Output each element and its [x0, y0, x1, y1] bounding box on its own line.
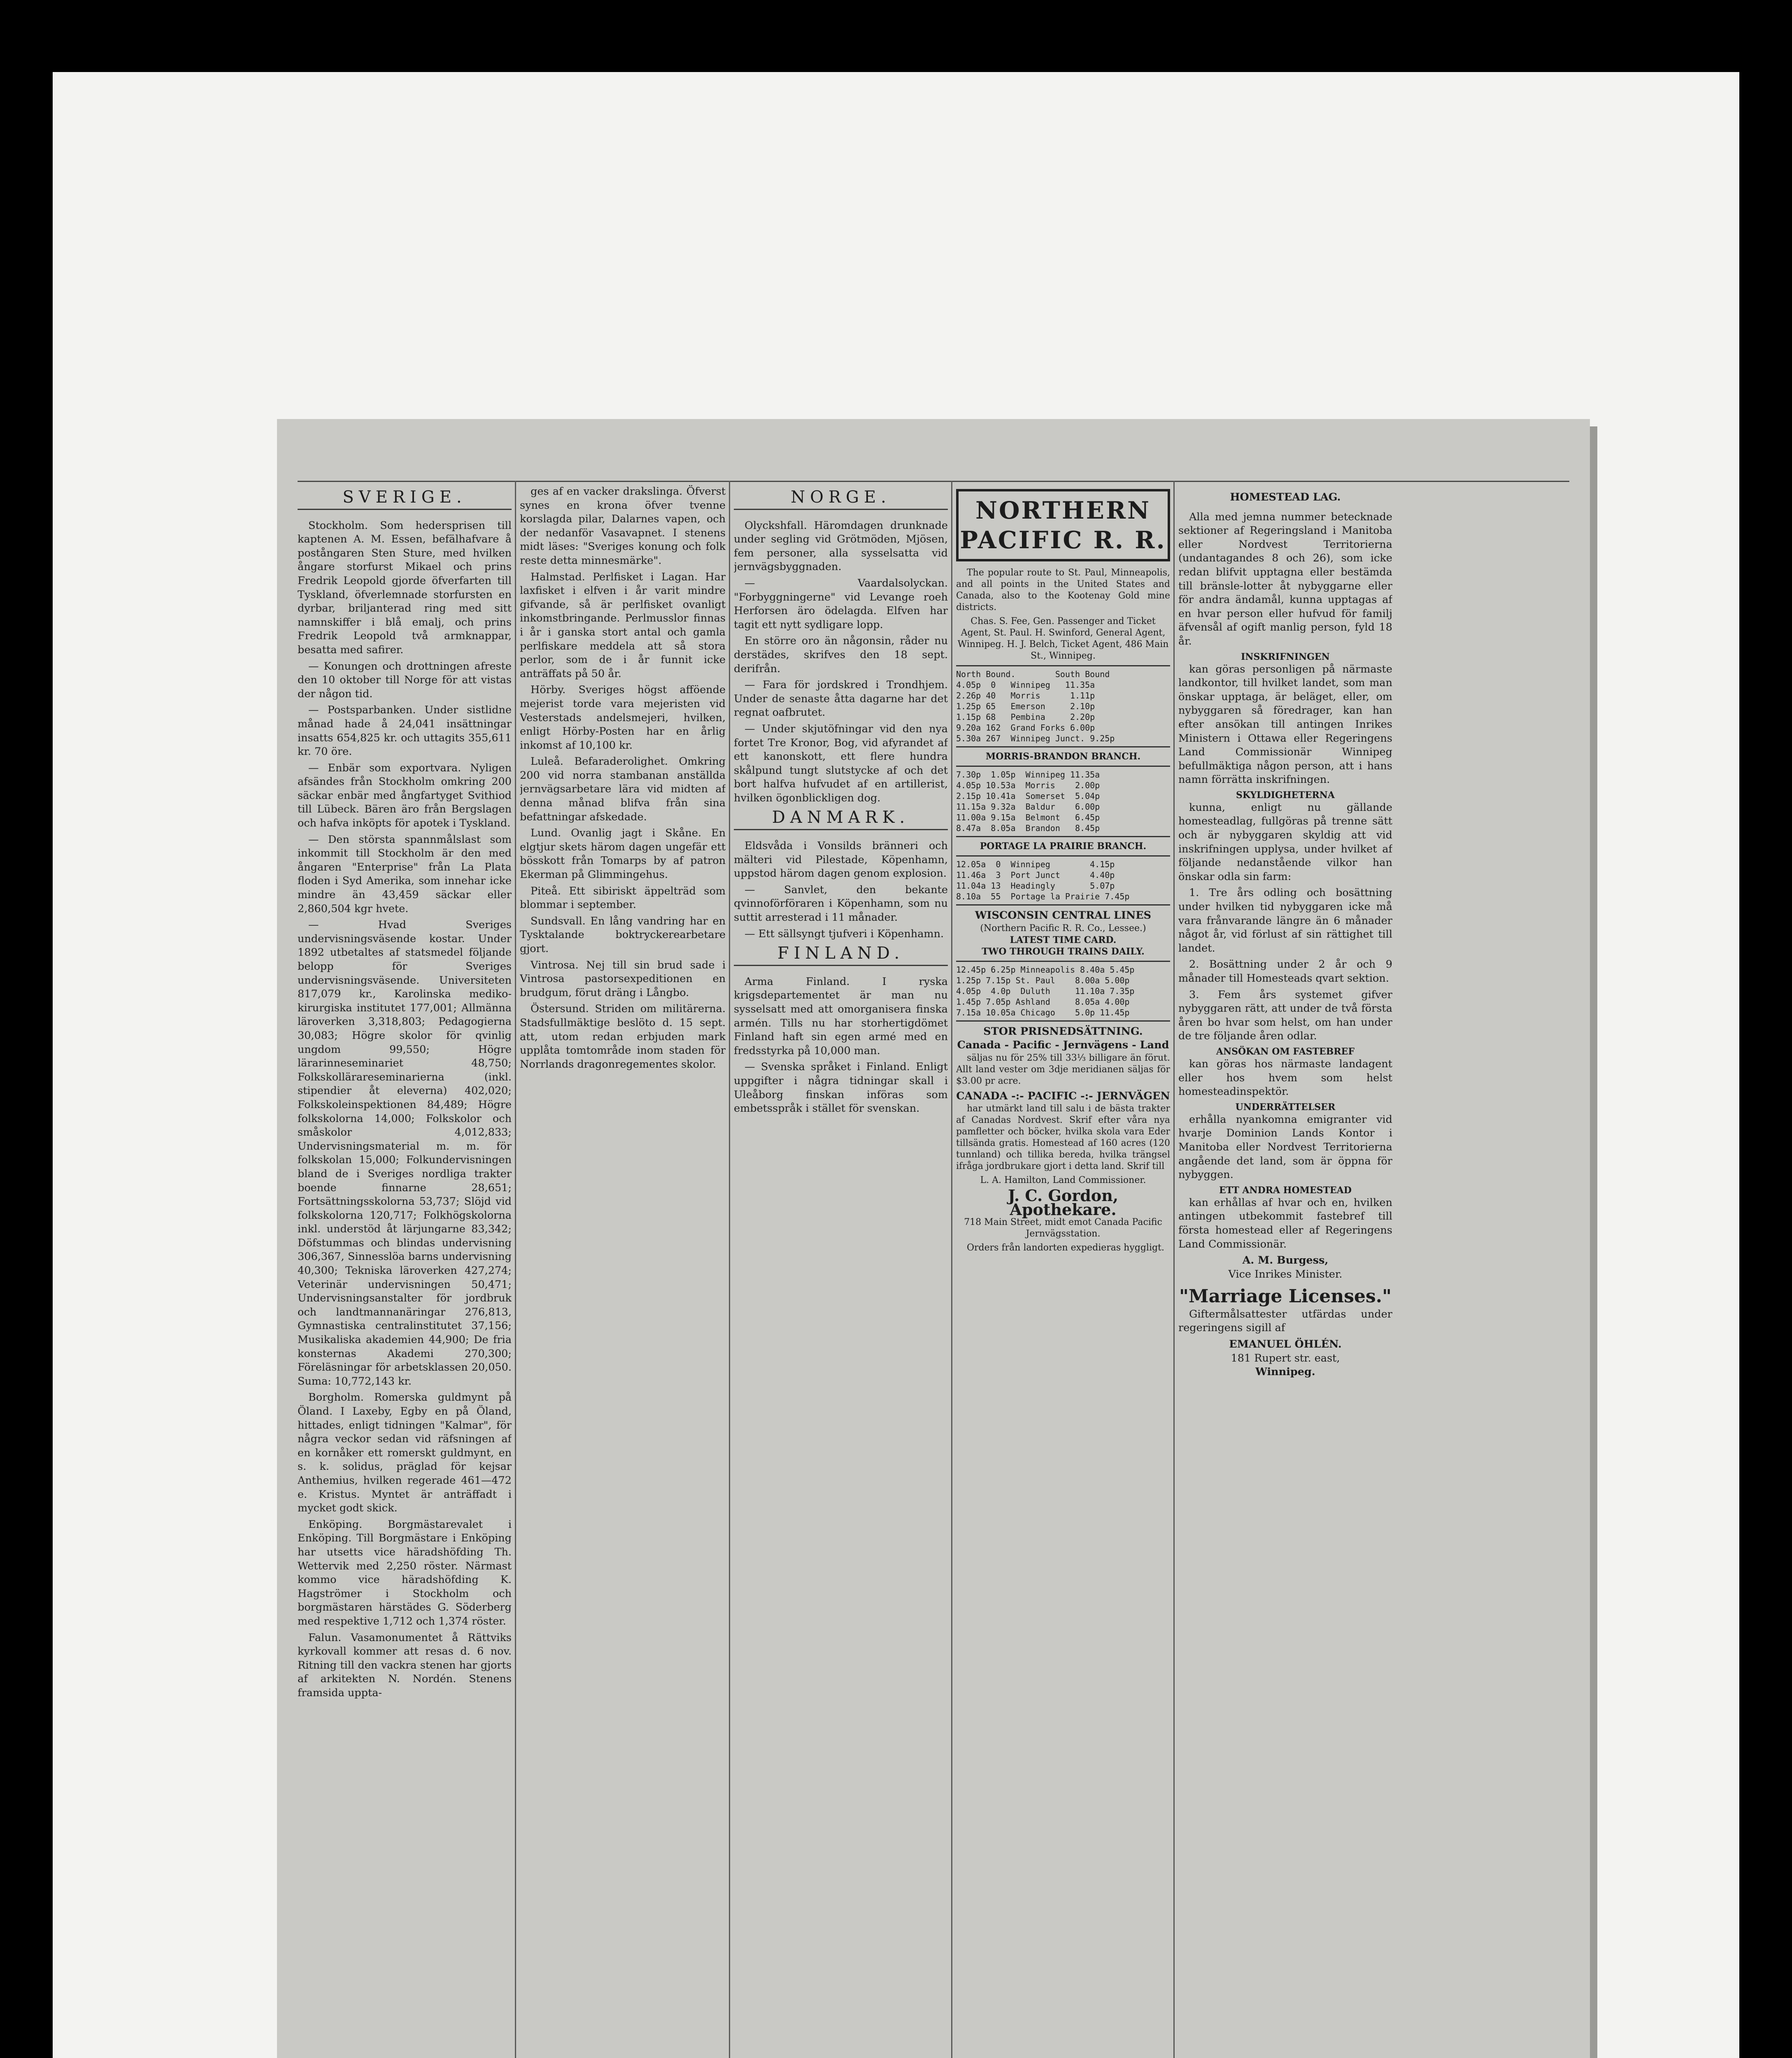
article: — Sanvlet, den bekante qvinnoförföraren i Köpenhamn, som nu suttit arresterad i 11 månader.: [734, 883, 948, 924]
timetable-wisconsin: 12.45p 6.25p Minneapolis 8.40a 5.45p 1.25p 7.15p St. Paul 8.00a 5.00p 4.05p 4.0p Duluth 11.10a 7.35p 1.45p 7.05p Ashland 8.05a 4.00p 7.15a 10.05a Chicago 5.0p 11.45p: [956, 961, 1170, 1022]
column-sverige-cont: [520, 485, 726, 2058]
marriage-city: Winnipeg.: [1255, 1366, 1315, 1378]
signature-name: A. M. Burgess,: [1242, 1254, 1329, 1267]
article: Halmstad. Perlfisket i Lagan. Har laxfisket i elfven i år varit mindre gifvande, så är perlfisket ovanligt inkomstbringande. Perlmusslor finnas i år i ganska stort antal och gamla perlfiskare meddela att så stora perlor, som de i år funnit icke anträffats på 50 år.: [520, 570, 726, 680]
article: Sundsvall. En lång vandring har en Tysktalande boktryckerearbetare gjort.: [520, 915, 726, 955]
article: Lund. Ovanlig jagt i Skåne. En elgtjur skets härom dagen ungefär ett bösskott från Tomarps by af patron Ekerman på Glimmingehus.: [520, 827, 726, 881]
marriage-licenses-title: "Marriage Licenses.": [1179, 1286, 1392, 1307]
article: kan göras personligen på närmaste landkontor, till hvilket landet, som man önskar upptaga, är beläget, eller, om nybyggaren så föredrager, kan han efter ansökan till antingen Inrikes Ministern i Ottawa eller Regeringens Land Commissionär Winnipeg befullmäktiga någon person, att i hans namn förrätta inskrifningen.: [1178, 663, 1392, 786]
article: — Enbär som exportvara. Nyligen afsändes från Stockholm omkring 200 säckar enbär med ångfartyget Svithiod till Lübeck. Bären äro från Bergslagen och hafva inköpts för apotek i Tyskland.: [298, 761, 512, 830]
column-railway: [956, 485, 1170, 2058]
cp-text: har utmärkt land till salu i de bästa trakter af Canadas Nordvest. Skrif efter våra nya pamfletter och böcker, hvilka skola vara Eder tillsända gratis. Homestead af 160 acres (120 tunnland) och tillika bereda, hvilka trängsel ifråga jordbrukare gjort i detta land. Skrif till: [956, 1103, 1170, 1172]
portage-heading: PORTAGE LA PRAIRIE BRANCH.: [980, 841, 1147, 852]
homestead-heading: HOMESTEAD LAG.: [1230, 491, 1341, 503]
heading-finland: FINLAND.: [734, 947, 948, 966]
article: Hörby. Sveriges högst afföende mejerist torde vara mejeristen vid Vesterstads andelsmejeri, hvilken, enligt Hörby-Posten har en årlig inkomst af 10,100 kr.: [520, 684, 726, 752]
article: 3. Fem års systemet gifver nybyggaren rätt, att under de två första åren bo hvar som helst, om han under de tre följande åren odlar.: [1178, 988, 1392, 1043]
article: — Vaardalsolyckan. "Forbyggningerne" vid Levange roeh Herforsen äro ödelagda. Elfven har tagit ett nytt sydligare lopp.: [734, 577, 948, 631]
latest-time-card: LATEST TIME CARD.: [1010, 934, 1117, 945]
canada-land-title: Canada - Pacific - Jernvägens - Land: [957, 1039, 1169, 1052]
article: 2. Bosättning under 2 år och 9 månader till Homesteads qvart sektion.: [1178, 958, 1392, 985]
article: — Postsparbanken. Under sistlidne månad hade å 24,041 insättningar insatts 654,825 kr. och uttagits 355,611 kr. 70 öre.: [298, 704, 512, 758]
marriage-licenses-text: Giftermålsattester utfärdas under regeringens sigill af: [1178, 1308, 1392, 1334]
article: kunna, enligt nu gällande homesteadlag, fullgöras på trenne sätt och är nybyggaren skyldig att vid inskrifningen upplysa, under hvilket af följande nedanstående vilkor han önskar odla sin farm:: [1178, 801, 1392, 883]
article: 1. Tre års odling och bosättning under hvilken tid nybyggaren icke må vara frånvarande längre än 6 månader något år, vid förlust af sin rättighet till landet.: [1178, 887, 1392, 955]
article: Olyckshfall. Häromdagen drunknade under segling vid Grötmöden, Mjösen, fem personer, alla sysselsatta vid jernvägsbyggnaden.: [734, 519, 948, 573]
article: Enköping. Borgmästarevalet i Enköping. Till Borgmästare i Enköping har utsetts vice häradshöfding Th. Wettervik med 2,250 röster. Närmast kommo vice häradshöfding K. Hagströmer i Stockholm och borgmästaren härstädes G. Söderberg med respektive 1,712 och 1,374 röster.: [298, 1518, 512, 1627]
column-rule: [515, 481, 516, 2058]
heading-sverige: SVERIGE.: [298, 491, 512, 510]
top-rule: [298, 481, 1569, 482]
subheading: UNDERRÄTTELSER: [1235, 1101, 1336, 1113]
article: Eldsvåda i Vonsilds bränneri och mälteri vid Pilestade, Köpenhamn, uppstod härom dagen genom explosion.: [734, 840, 948, 880]
article: ges af en vacker drakslinga. Öfverst synes en krona öfver tvenne korslagda pilar, Dalarnes vapen, och der nedanför Vasavapnet. I stenens midt läses: "Sveriges konung och folk reste detta minnesmärke".: [520, 485, 726, 567]
subheading: ETT ANDRA HOMESTEAD: [1219, 1185, 1352, 1196]
wisconsin-sub: (Northern Pacific R. R. Co., Lessee.): [980, 923, 1146, 934]
railway-intro: The popular route to St. Paul, Minneapolis, and all points in the United States and Canada, also to the Kootenay Gold mine districts.: [956, 568, 1170, 612]
timetable-main-line: North Bound. South Bound 4.05p 0 Winnipeg 11.35a 2.26p 40 Morris 1.11p 1.25p 65 Emerson 2.10p 1.15p 68 Pembina 2.20p 9.20a 162 Grand Forks 6.00p 5.30a 267 Winnipeg Junct. 9.25p: [956, 665, 1170, 747]
marriage-name: EMANUEL ÖHLÉN.: [1229, 1338, 1342, 1351]
column-homestead: [1178, 485, 1392, 2058]
article: Luleå. Befaraderolighet. Omkring 200 vid norra stambanan anställda jernvägsarbetare lära vid midten af denna månad blifva från sina befattningar afskedade.: [520, 755, 726, 823]
marriage-address: 181 Rupert str. east,: [1231, 1352, 1340, 1364]
article: — Under skjutöfningar vid den nya fortet Tre Kronor, Bog, vid afyrandet af ett kanonskott, ett flere hundra skålpund tungt slutstycke af och det bort halfva hufvudet af en artillerist, hvilken ögonblickligen dog.: [734, 722, 948, 804]
timetable-morris-brandon: 7.30p 1.05p Winnipeg 11.35a 4.05p 10.53a Morris 2.00p 2.15p 10.41a Somerset 5.04p 11.15a 9.32a Baldur 6.00p 11.00a 9.15a Belmont 6.45p 8.47a 8.05a Brandon 8.45p: [956, 766, 1170, 837]
article: En större oro än någonsin, råder nu derstädes, skrifves den 18 sept. derifrån.: [734, 635, 948, 675]
logo-line-1: NORTHERN: [975, 496, 1151, 524]
heading-danmark: DANMARK.: [734, 811, 948, 830]
logo-line-2: PACIFIC R. R.: [960, 526, 1166, 554]
article: kan erhållas af hvar och en, hvilken antingen utbekommit fastebref till första homestead eller af Regeringens Land Commissionär.: [1178, 1196, 1392, 1250]
stor-prisnedsattning: STOR PRISNEDSÄTTNING.: [983, 1025, 1143, 1038]
article: Piteå. Ett sibiriskt äppelträd som blommar i september.: [520, 885, 726, 911]
article: kan göras hos närmaste landagent eller hos hvem som helst homesteadinspektör.: [1178, 1057, 1392, 1098]
column-sverige: [298, 485, 512, 2058]
article: Falun. Vasamonumentet å Rättviks kyrkovall kommer att resas d. 6 nov. Ritning till den vackra stenen har gjorts af arkitekten N. Nordén. Stenens framsida uppta-: [298, 1631, 512, 1699]
article: — Hvad Sveriges undervisningsväsende kostar. Under 1892 utbetaltes af statsmedel följande belopp för Sveriges undervisningsväsende. Universiteten 817,079 kr., Karolinska mediko-kirurgiska institutet 177,001; Allmänna läroverken 3,318,803; Pedagogierna 30,083; Högre skolor för qvinlig ungdom 99,550; Högre lärarinneseminariet 48,750; Folkskollärareseminarierna (inkl. stipendier åt eleverna) 402,020; Folkskoleinspektionen 84,489; Högre folkskolorna 14,000; Folkskolor och småskolor 4,012,833; Undervisningsmaterial m. m. för folkskolan 15,000; Folkundervisningen bland de i Sveriges nordliga trakter boende finnarne 28,651; Fortsättningsskolorna 53,737; Slöjd vid folkskolorna 120,717; Folkhögskolorna inkl. understöd åt lärjungarne 83,342; Döfstummas och blindas undervisning 306,367, Sinnesslöa barns undervisning 40,300; Tekniska läroverken 427,274; Veterinär undervisningen 50,471; Undervisningsanstalter för jordbruk och landtmannanäringar 276,813, Gymnastiska centralinstitutet 37,156; Musikaliska akademien 44,900; De fria konsternas Akademi 270,300; Föreläsningar för arbetsklassen 20,050. Suma: 10,772,143 kr.: [298, 919, 512, 1388]
column-norge: [734, 485, 948, 2058]
article: Borgholm. Romerska guldmynt på Öland. I Laxeby, Egby en på Öland, hittades, enligt tidningen "Kalmar", för några veckor sedan vid räfsningen af en kornåker ett romerskt guldmynt, en s. k. solidus, präglad för kejsar Anthemius, hvilken regerade 461—472 e. Kristus. Myntet är anträffadt i mycket godt skick.: [298, 1391, 512, 1515]
article: Arma Finland. I ryska krigsdepartementet är man nu sysselsatt med att omorganisera finska armén. Tills nu har storhertigdömet Finland haft sin egen armé med en fredsstyrka på 10,000 man.: [734, 975, 948, 1057]
two-trains: TWO THROUGH TRAINS DAILY.: [982, 946, 1145, 957]
canada-land-text: säljas nu för 25% till 33⅓ billigare än förut. Allt land vester om 3dje meridianen säljas för $3.00 pr acre.: [956, 1052, 1170, 1086]
microfilm-frame: [53, 72, 1739, 2058]
article: — Svenska språket i Finland. Enligt uppgifter i några tidningar skall i Uleåborg finskan införas som embetsspråk i stället för svenskan.: [734, 1061, 948, 1115]
cp-sign: L. A. Hamilton, Land Commissioner.: [980, 1175, 1146, 1186]
cp-title: CANADA -:- PACIFIC -:- JERNVÄGEN: [956, 1090, 1170, 1102]
gordon-note: Orders från landorten expedieras hyggligt.: [967, 1242, 1164, 1253]
article: Alla med jemna nummer betecknade sektioner af Regeringsland i Manitoba eller Nordvest Territorierna (undantagandes 8 och 26), som icke redan blifvit upptagna eller bestämda till bränsle-lotter åt nybyggarne eller för andra ändamål, kunna upptagas af en hvar person eller hufvud för familj äfvensål af ogift manlig person, fyld 18 år.: [1178, 510, 1392, 647]
article: Vintrosa. Nej till sin brud sade i Vintrosa pastorsexpeditionen en brudgum, förut dräng i Långbo.: [520, 959, 726, 999]
morris-brandon-heading: MORRIS-BRANDON BRANCH.: [985, 751, 1141, 762]
article: — Konungen och drottningen afreste den 10 oktober till Norge för att vistas der någon tid.: [298, 660, 512, 700]
wisconsin-heading: WISCONSIN CENTRAL LINES: [975, 909, 1152, 922]
article: erhålla nyankomna emigranter vid hvarje Dominion Lands Kontor i Manitoba eller Nordvest Territorierna angående det land, som är öppna för nybyggen.: [1178, 1113, 1392, 1181]
article: Stockholm. Som hedersprisen till kaptenen A. M. Essen, befälhafvare å postångaren Sten Sture, med hvilken ångare storfurst Mikael och prins Fredrik Leopold gjorde öfverfarten till Tyskland, öfverlemnade storfursten en dyrbar, briljanterad ring med sitt namnskiffer i blå emalj, och prins Fredrik Leopold två armknappar, besatta med safirer.: [298, 519, 512, 656]
article: — Fara för jordskred i Trondhjem. Under de senaste åtta dagarne har det regnat oafbrutet.: [734, 679, 948, 719]
column-rule: [1173, 481, 1175, 2058]
column-rule: [729, 481, 730, 2058]
article: — Den största spannmålslast som inkommit till Stockholm är den med ångaren "Enterprise" från La Plata floden i Syd Amerika, som innehar icke mindre än 43,459 säckar eller 2,860,504 kgr hvete.: [298, 833, 512, 915]
gordon-text: 718 Main Street, midt emot Canada Pacific Jernvägsstation.: [964, 1217, 1162, 1239]
northern-pacific-logo: [956, 489, 1170, 561]
newspaper-page: [277, 419, 1590, 2058]
heading-norge: NORGE.: [734, 491, 948, 510]
article: Östersund. Striden om militärerna. Stadsfullmäktige beslöto d. 15 sept. att, utom redan erbjuden mark upplåta tomtområde inom staden för Norrlands dragonregementes skolor.: [520, 1003, 726, 1071]
timetable-portage: 12.05a 0 Winnipeg 4.15p 11.46a 3 Port Junct 4.40p 11.04a 13 Headingly 5.07p 8.10a 55 Portage la Prairie 7.45p: [956, 855, 1170, 906]
railway-agents: Chas. S. Fee, Gen. Passenger and Ticket Agent, St. Paul. H. Swinford, General Agent, Winnipeg. H. J. Belch, Ticket Agent, 486 Main St., Winnipeg.: [957, 616, 1169, 661]
subheading: INSKRIFNINGEN: [1241, 651, 1330, 662]
subheading: ANSÖKAN OM FASTEBREF: [1216, 1046, 1355, 1057]
signature-title: Vice Inrikes Minister.: [1228, 1268, 1343, 1280]
subheading: SKYLDIGHETERNA: [1236, 789, 1335, 801]
gordon-title: J. C. Gordon, Apothekare.: [1008, 1186, 1119, 1219]
article: — Ett sällsyngt tjufveri i Köpenhamn.: [745, 927, 944, 940]
column-rule: [951, 481, 952, 2058]
